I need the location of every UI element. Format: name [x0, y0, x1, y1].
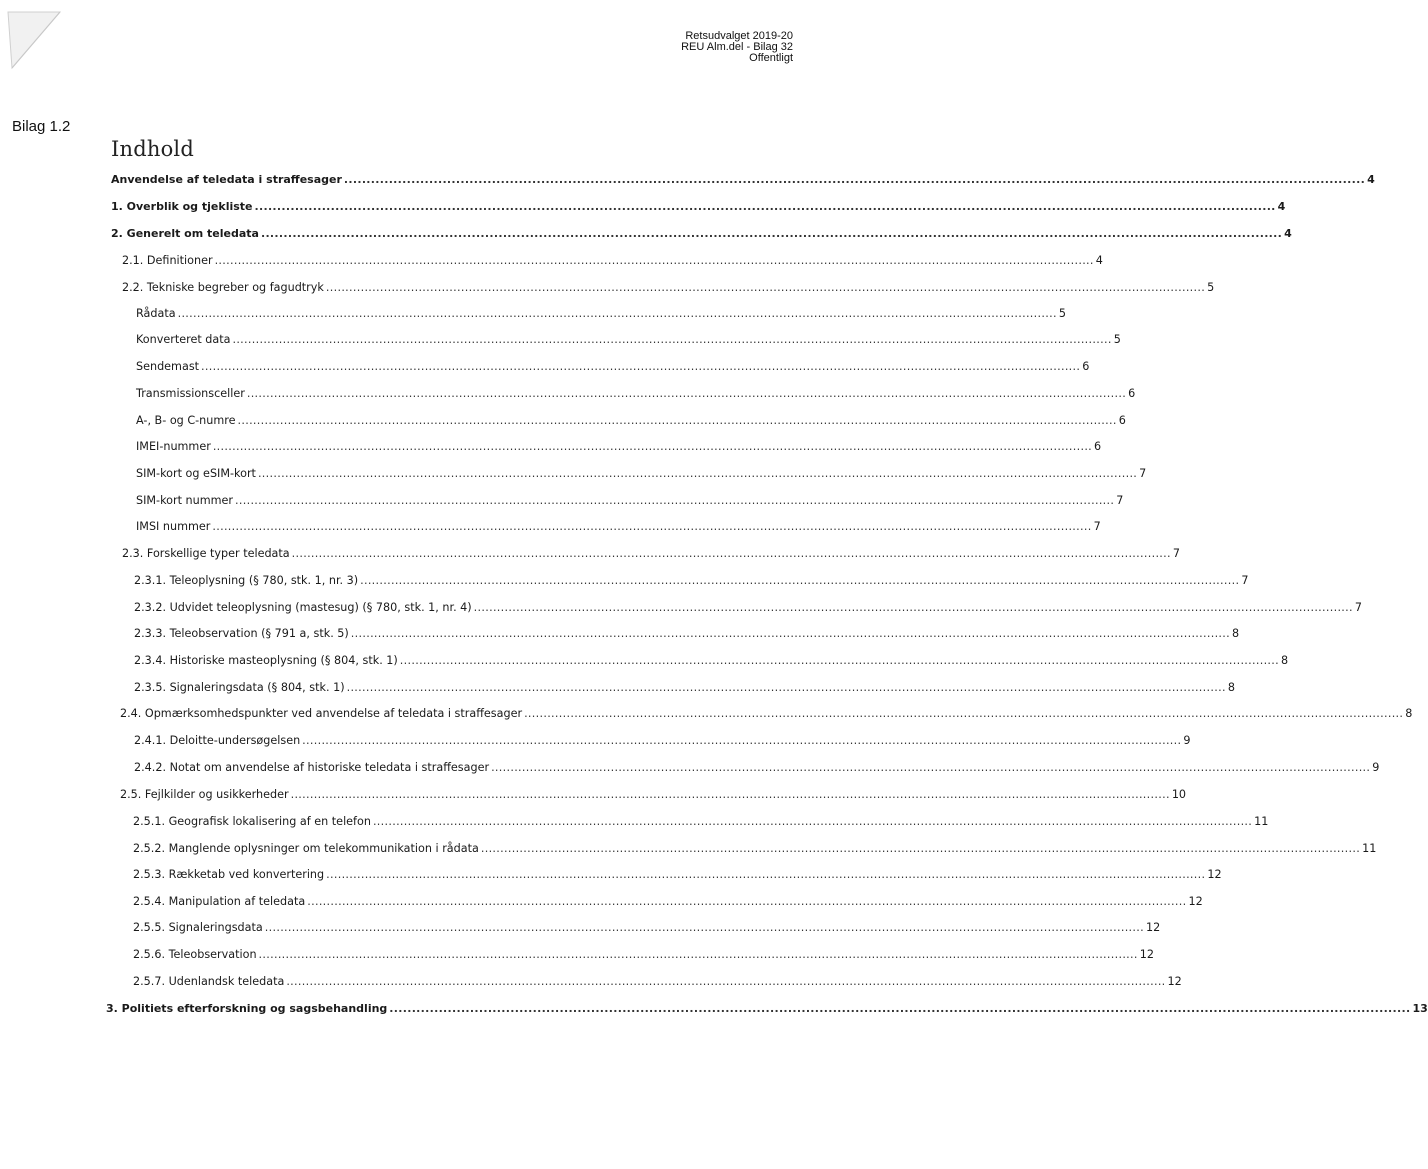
toc-entry-text: 2.4. Opmærksomhedspunkter ved anvendelse af teledata i straffesager — [120, 707, 523, 720]
toc-entry-page: 12 — [1145, 921, 1161, 934]
toc-entry-text: A-, B- og C-numre — [136, 414, 236, 427]
toc-entry-page: 11 — [1362, 842, 1377, 855]
toc-entry-text: 2.5.2. Manglende oplysninger om telekommunikation i rådata — [133, 842, 479, 855]
toc-entry-page: 4 — [1277, 200, 1286, 213]
toc-entry-text: 3. Politiets efterforskning og sagsbehandling — [106, 1002, 388, 1015]
toc-entry[interactable] — [133, 814, 1269, 830]
toc-entry[interactable] — [106, 1001, 1428, 1017]
toc-leader-dots: .................................................................................................................................................................................................................................... — [360, 574, 1240, 587]
toc-entry-page: 12 — [1139, 948, 1155, 961]
toc-leader-dots: .................................................................................................................................................................................................................................... — [235, 494, 1115, 507]
toc-entry-page: 4 — [1284, 227, 1292, 240]
toc-leader-dots: .................................................................................................................................................................................................................................... — [399, 654, 1280, 667]
toc-leader-dots: .................................................................................................................................................................................................................................... — [491, 761, 1371, 774]
toc-entry-page: 9 — [1372, 761, 1380, 774]
toc-leader-dots: .................................................................................................................................................................................................................................... — [524, 707, 1404, 720]
toc-entry[interactable] — [111, 199, 1286, 215]
toc-entry-page: 7 — [1354, 601, 1363, 614]
toc-entry-text: Anvendelse af teledata i straffesager — [111, 173, 342, 186]
toc-entry[interactable] — [133, 841, 1377, 857]
toc-leader-dots: .................................................................................................................................................................................................................................... — [254, 200, 1276, 213]
toc-leader-dots: .................................................................................................................................................................................................................................... — [177, 307, 1057, 320]
toc-entry[interactable] — [120, 706, 1413, 722]
toc-entry-page: 7 — [1116, 494, 1124, 507]
toc-entry[interactable] — [133, 894, 1203, 910]
toc-entry-text: SIM-kort nummer — [136, 494, 234, 507]
toc-entry-page: 9 — [1183, 734, 1191, 747]
toc-entry[interactable] — [134, 653, 1289, 669]
toc-entry-text: Rådata — [136, 307, 176, 320]
toc-entry-text: SIM-kort og eSIM-kort — [136, 467, 256, 480]
toc-entry[interactable] — [134, 626, 1240, 642]
toc-leader-dots: .................................................................................................................................................................................................................................... — [232, 333, 1112, 346]
toc-entry[interactable] — [133, 867, 1222, 883]
toc-entry[interactable] — [136, 439, 1102, 455]
toc-entry-page: 7 — [1241, 574, 1249, 587]
toc-entry-page: 5 — [1058, 307, 1066, 320]
toc-leader-dots: .................................................................................................................................................................................................................................... — [257, 467, 1138, 480]
toc-entry[interactable] — [122, 546, 1180, 562]
toc-entry-text: Konverteret data — [136, 333, 231, 346]
toc-entry[interactable] — [134, 760, 1380, 776]
toc-entry-page: 7 — [1172, 547, 1180, 560]
toc-entry-page: 13 — [1412, 1002, 1428, 1015]
toc-leader-dots: .................................................................................................................................................................................................................................... — [260, 227, 1283, 240]
toc-leader-dots: .................................................................................................................................................................................................................................... — [480, 842, 1361, 855]
toc-entry-text: Sendemast — [136, 360, 200, 373]
toc-entry[interactable] — [134, 733, 1191, 749]
toc-entry[interactable] — [133, 920, 1161, 936]
toc-entry-text: 2.5.6. Teleobservation — [133, 948, 257, 961]
toc-entry[interactable] — [134, 573, 1249, 589]
toc-leader-dots: .................................................................................................................................................................................................................................... — [350, 627, 1231, 640]
toc-entry-text: 2.4.2. Notat om anvendelse af historiske teledata i straffesager — [134, 761, 490, 774]
toc-entry-text: 2.2. Tekniske begreber og fagudtryk — [122, 281, 324, 294]
toc-entry-page: 12 — [1167, 975, 1182, 988]
toc-leader-dots: .................................................................................................................................................................................................................................... — [201, 360, 1081, 373]
toc-entry[interactable] — [136, 386, 1136, 402]
toc-entry-page: 12 — [1207, 868, 1222, 881]
toc-entry-text: 2.5.3. Rækketab ved konvertering — [133, 868, 325, 881]
toc-entry[interactable] — [120, 787, 1187, 803]
toc-entry-text: 2.3.2. Udvidet teleoplysning (mastesug) (§ 780, stk. 1, nr. 4) — [134, 601, 472, 614]
toc-entry[interactable] — [136, 466, 1147, 482]
toc-leader-dots: .................................................................................................................................................................................................................................... — [307, 895, 1187, 908]
toc-entry-page: 4 — [1367, 173, 1375, 186]
toc-entry-page: 4 — [1095, 254, 1103, 267]
toc-leader-dots: .................................................................................................................................................................................................................................... — [389, 1002, 1411, 1015]
toc-leader-dots: .................................................................................................................................................................................................................................... — [302, 734, 1182, 747]
toc-entry-text: 2.5. Fejlkilder og usikkerheder — [120, 788, 289, 801]
toc-entry-page: 5 — [1207, 281, 1215, 294]
header-reference: REU Alm.del - Bilag 32 — [681, 41, 793, 53]
toc-leader-dots: .................................................................................................................................................................................................................................... — [246, 387, 1127, 400]
toc-entry[interactable] — [136, 519, 1101, 535]
toc-entry[interactable] — [122, 253, 1103, 269]
toc-entry-page: 6 — [1082, 360, 1090, 373]
toc-entry-text: 2.3.1. Teleoplysning (§ 780, stk. 1, nr. 3) — [134, 574, 359, 587]
toc-entry-text: 2.5.1. Geografisk lokalisering af en telefon — [133, 815, 371, 828]
toc-leader-dots: .................................................................................................................................................................................................................................... — [343, 173, 1366, 186]
toc-entry[interactable] — [134, 600, 1363, 616]
toc-entry-text: 2.3.4. Historiske masteoplysning (§ 804, stk. 1) — [134, 654, 398, 667]
toc-leader-dots: .................................................................................................................................................................................................................................... — [212, 440, 1093, 453]
toc-leader-dots: .................................................................................................................................................................................................................................... — [372, 815, 1253, 828]
toc-entry-text: 2.3.3. Teleobservation (§ 791 a, stk. 5) — [134, 627, 349, 640]
toc-entry-text: 2.5.7. Udenlandsk teledata — [133, 975, 285, 988]
toc-entry-page: 10 — [1171, 788, 1187, 801]
toc-entry-text: 2.5.4. Manipulation af teledata — [133, 895, 306, 908]
toc-leader-dots: .................................................................................................................................................................................................................................... — [346, 681, 1226, 694]
toc-entry-page: 6 — [1118, 414, 1126, 427]
toc-entry[interactable] — [136, 332, 1121, 348]
toc-entry[interactable] — [122, 280, 1215, 296]
toc-entry[interactable] — [136, 359, 1090, 375]
toc-leader-dots: .................................................................................................................................................................................................................................... — [258, 948, 1138, 961]
toc-entry[interactable] — [136, 493, 1124, 509]
toc-entry-text: IMEI-nummer — [136, 440, 211, 453]
toc-entry-text: IMSI nummer — [136, 520, 211, 533]
header-status: Offentligt — [749, 52, 793, 64]
toc-entry-page: 8 — [1227, 681, 1235, 694]
toc-leader-dots: .................................................................................................................................................................................................................................... — [325, 281, 1206, 294]
toc-entry-page: 8 — [1281, 654, 1289, 667]
toc-leader-dots: .................................................................................................................................................................................................................................... — [286, 975, 1166, 988]
toc-entry-page: 12 — [1188, 895, 1203, 908]
toc-entry-text: 2.1. Definitioner — [122, 254, 213, 267]
toc-entry-text: 2.3. Forskellige typer teledata — [122, 547, 290, 560]
toc-entry[interactable] — [133, 947, 1155, 963]
toc-entry-page: 6 — [1128, 387, 1136, 400]
toc-entry-text: Transmissionsceller — [136, 387, 245, 400]
toc-leader-dots: .................................................................................................................................................................................................................................... — [212, 520, 1092, 533]
toc-entry[interactable] — [133, 974, 1182, 990]
toc-leader-dots: .................................................................................................................................................................................................................................... — [214, 254, 1094, 267]
toc-entry-text: 2.5.5. Signaleringsdata — [133, 921, 263, 934]
toc-entry-page: 7 — [1093, 520, 1101, 533]
toc-title: Indhold — [111, 137, 194, 161]
toc-leader-dots: .................................................................................................................................................................................................................................... — [237, 414, 1117, 427]
toc-entry-text: 2. Generelt om teledata — [111, 227, 259, 240]
header-committee: Retsudvalget 2019-20 — [685, 30, 793, 42]
toc-entry-page: 5 — [1113, 333, 1121, 346]
toc-leader-dots: .................................................................................................................................................................................................................................... — [291, 547, 1171, 560]
toc-entry-page: 8 — [1232, 627, 1240, 640]
toc-leader-dots: .................................................................................................................................................................................................................................... — [290, 788, 1170, 801]
toc-leader-dots: .................................................................................................................................................................................................................................... — [264, 921, 1144, 934]
toc-entry-text: 1. Overblik og tjekliste — [111, 200, 253, 213]
toc-entry-page: 6 — [1094, 440, 1102, 453]
toc-entry[interactable] — [136, 306, 1066, 322]
toc-leader-dots: .................................................................................................................................................................................................................................... — [473, 601, 1353, 614]
toc-leader-dots: .................................................................................................................................................................................................................................... — [326, 868, 1206, 881]
toc-entry-page: 8 — [1405, 707, 1413, 720]
toc-entry-text: 2.4.1. Deloitte-undersøgelsen — [134, 734, 301, 747]
toc-entry[interactable] — [136, 413, 1126, 429]
bilag-label: Bilag 1.2 — [12, 118, 71, 135]
toc-entry-page: 11 — [1254, 815, 1269, 828]
toc-entry[interactable] — [134, 680, 1235, 696]
toc-entry[interactable] — [111, 172, 1375, 188]
toc-entry[interactable] — [111, 226, 1292, 242]
toc-entry-text: 2.3.5. Signaleringsdata (§ 804, stk. 1) — [134, 681, 345, 694]
toc-entry-page: 7 — [1139, 467, 1147, 480]
